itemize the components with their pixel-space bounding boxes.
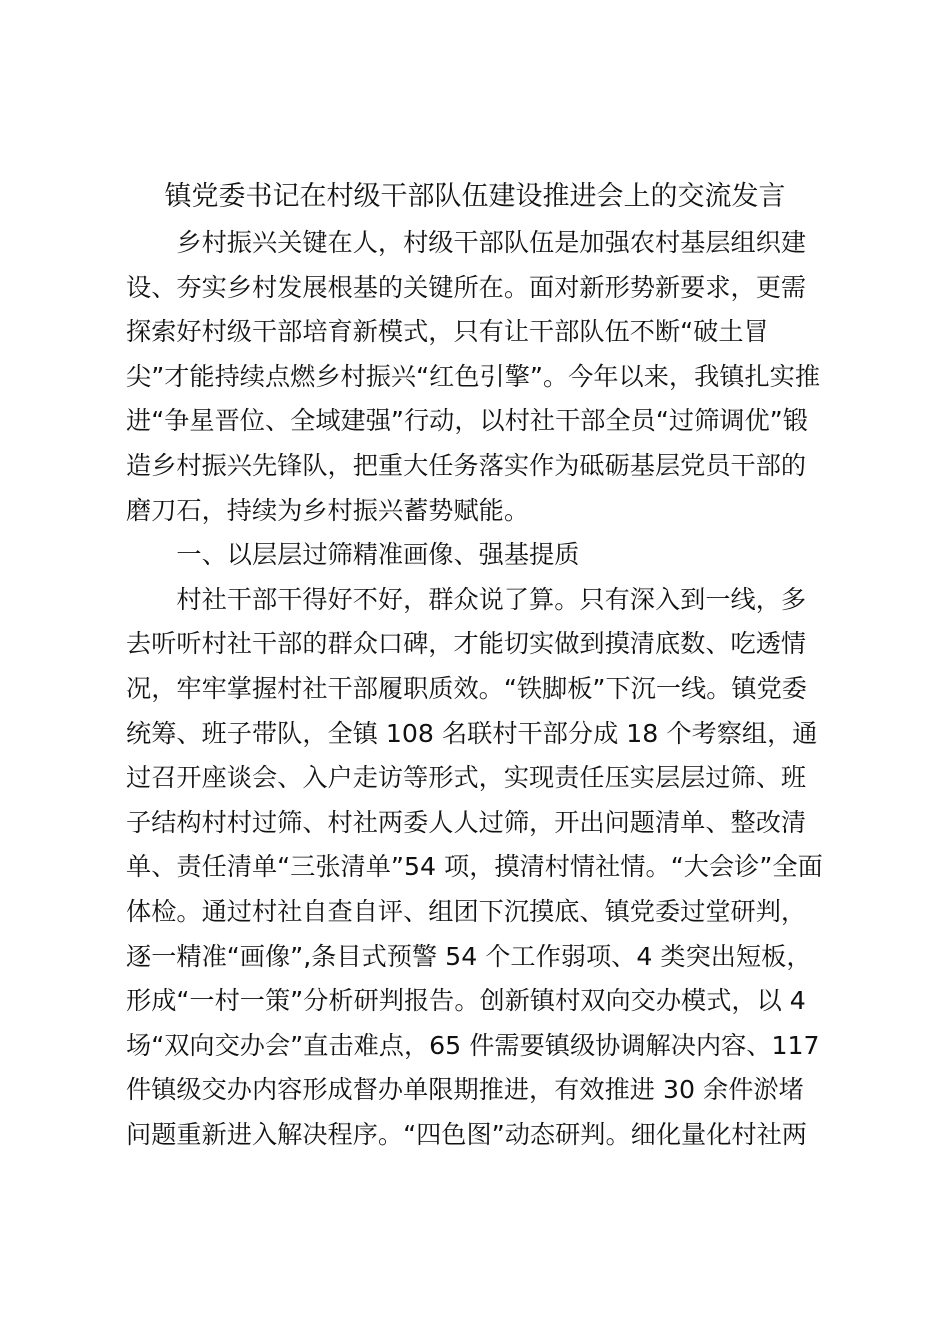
text-line: 村社干部干得好不好，群众说了算。只有深入到一线，多: [176, 584, 807, 614]
text-line: 统筹、班子带队，全镇 108 名联村干部分成 18 个考察组，通: [126, 718, 818, 748]
text-line: 探索好村级干部培育新模式，只有让干部队伍不断“破土冒: [126, 317, 769, 347]
text-line: 磨刀石，持续为乡村振兴蓄势赋能。: [126, 495, 529, 525]
text-line: 尖”才能持续点燃乡村振兴“红色引擎”。今年以来，我镇扎实推: [126, 361, 821, 391]
text-line: 乡村振兴关键在人，村级干部队伍是加强农村基层组织建: [176, 228, 807, 257]
text-line: 况，牢牢掌握村社干部履职质效。“铁脚板”下沉一线。镇党委: [126, 673, 807, 703]
document-title: 镇党委书记在村级干部队伍建设推进会上的交流发言: [164, 181, 786, 212]
text-line: 造乡村振兴先锋队，把重大任务落实作为砥砺基层党员干部的: [126, 450, 807, 480]
section-heading: [126, 533, 831, 578]
text-line: 进“争星晋位、全域建强”行动，以村社干部全员“过筛调优”锻: [126, 406, 808, 436]
text-line: 体检。通过村社自查自评、组团下沉摸底、镇党委过堂研判，: [126, 896, 807, 926]
text-line: 过召开座谈会、入户走访等形式，实现责任压实层层过筛、班: [126, 763, 807, 793]
text-line: 一、以层层过筛精准画像、强基提质: [176, 540, 580, 570]
paragraph-intro: [126, 221, 831, 533]
text-line: 场“双向交办会”直击难点，65 件需要镇级协调解决内容、117: [126, 1030, 820, 1060]
document-body: [126, 221, 831, 1157]
text-line: 逐一精准“画像”,条目式预警 54 个工作弱项、4 类突出短板，: [126, 941, 812, 971]
text-line: 单、责任清单“三张清单”54 项，摸清村情社情。“大会诊”全面: [126, 852, 823, 882]
text-line: 子结构村村过筛、村社两委人人过筛，开出问题清单、整改清: [126, 807, 807, 837]
text-line: 件镇级交办内容形成督办单限期推进，有效推进 30 余件淤堵: [126, 1075, 804, 1105]
text-line: 去听听村社干部的群众口碑，才能切实做到摸清底数、吃透情: [126, 629, 807, 659]
text-line: 设、夯实乡村发展根基的关键所在。面对新形势新要求，更需: [126, 272, 807, 302]
text-line: 形成“一村一策”分析研判报告。创新镇村双向交办模式，以 4: [126, 986, 806, 1016]
paragraph-section-one: [126, 578, 831, 1158]
text-line: 问题重新进入解决程序。“四色图”动态研判。细化量化村社两: [126, 1119, 807, 1149]
